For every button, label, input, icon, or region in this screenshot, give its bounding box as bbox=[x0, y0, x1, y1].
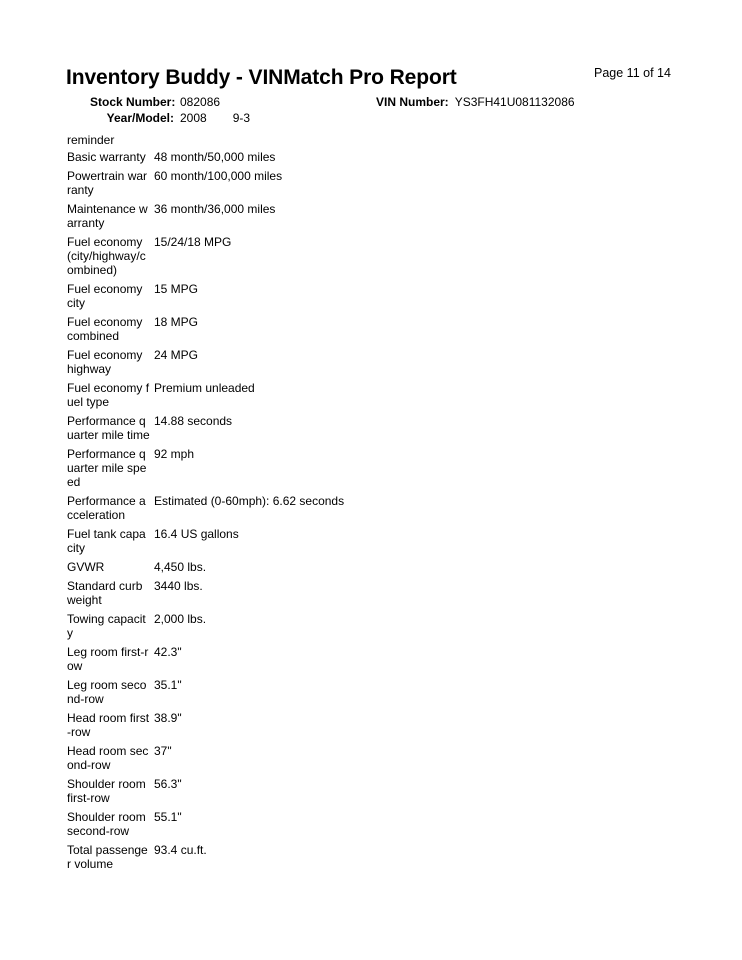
year-model bbox=[90, 111, 250, 125]
stock-number bbox=[90, 95, 220, 109]
spec-row bbox=[67, 579, 344, 607]
section-label: reminder bbox=[67, 133, 115, 147]
spec-row bbox=[67, 348, 344, 376]
spec-value: 36 month/36,000 miles bbox=[154, 202, 276, 216]
spec-name: Fuel tank capacity bbox=[67, 527, 146, 555]
spec-value: 16.4 US gallons bbox=[154, 527, 239, 541]
spec-value: 2,000 lbs. bbox=[154, 612, 207, 626]
spec-value: 60 month/100,000 miles bbox=[154, 169, 283, 183]
spec-name: Head room second-row bbox=[67, 744, 149, 772]
spec-name: Shoulder room second-row bbox=[67, 810, 146, 838]
spec-row bbox=[67, 282, 344, 310]
spec-name: Fuel economy city bbox=[67, 282, 143, 310]
spec-value: 3440 lbs. bbox=[154, 579, 203, 593]
spec-name: Fuel economy combined bbox=[67, 315, 143, 343]
spec-name: Standard curb weight bbox=[67, 579, 143, 607]
spec-row bbox=[67, 169, 344, 197]
spec-value: 18 MPG bbox=[154, 315, 199, 329]
spec-name: Towing capacity bbox=[67, 612, 146, 640]
spec-value: 38.9" bbox=[154, 711, 182, 725]
spec-value: 48 month/50,000 miles bbox=[154, 150, 276, 164]
spec-name: Fuel economy highway bbox=[67, 348, 143, 376]
spec-value: 92 mph bbox=[154, 447, 195, 461]
spec-name: Head room first-row bbox=[67, 711, 150, 739]
spec-row bbox=[67, 447, 344, 489]
spec-row bbox=[67, 711, 344, 739]
year-value: 2008 bbox=[180, 111, 207, 125]
spec-table bbox=[67, 150, 344, 876]
vin-value: YS3FH41U081132086 bbox=[454, 95, 575, 109]
year-model-label: Year/Model: bbox=[106, 111, 174, 125]
spec-name: Leg room second-row bbox=[67, 678, 147, 706]
spec-value: 55.1" bbox=[154, 810, 182, 824]
spec-name: Shoulder room first-row bbox=[67, 777, 146, 805]
spec-name: Maintenance warranty bbox=[67, 202, 148, 230]
spec-row bbox=[67, 810, 344, 838]
spec-value: 4,450 lbs. bbox=[154, 560, 207, 574]
vin-number bbox=[376, 95, 575, 109]
spec-value: 24 MPG bbox=[154, 348, 199, 362]
spec-value: 15/24/18 MPG bbox=[154, 235, 232, 249]
spec-value: 35.1" bbox=[154, 678, 182, 692]
spec-name: Performance quarter mile speed bbox=[67, 447, 147, 489]
stock-number-value: 082086 bbox=[180, 95, 221, 109]
spec-row bbox=[67, 315, 344, 343]
spec-row bbox=[67, 744, 344, 772]
spec-row bbox=[67, 678, 344, 706]
spec-name: Total passenger volume bbox=[67, 843, 148, 871]
stock-number-label: Stock Number: bbox=[90, 95, 176, 109]
spec-name: Fuel economy fuel type bbox=[67, 381, 150, 409]
spec-name: Performance acceleration bbox=[67, 494, 146, 522]
spec-value: 93.4 cu.ft. bbox=[154, 843, 207, 857]
spec-row bbox=[67, 235, 344, 277]
spec-row bbox=[67, 150, 344, 164]
spec-row bbox=[67, 202, 344, 230]
spec-row bbox=[67, 414, 344, 442]
spec-name: Fuel economy (city/highway/combined) bbox=[67, 235, 146, 277]
spec-row bbox=[67, 612, 344, 640]
spec-value: Estimated (0-60mph): 6.62 seconds bbox=[154, 494, 345, 508]
spec-row bbox=[67, 645, 344, 673]
spec-row bbox=[67, 560, 344, 574]
spec-row bbox=[67, 494, 344, 522]
spec-value: 56.3" bbox=[154, 777, 182, 791]
vin-label: VIN Number: bbox=[376, 95, 449, 109]
page-indicator: Page 11 of 14 bbox=[594, 66, 671, 80]
spec-row bbox=[67, 843, 344, 871]
spec-value: 42.3" bbox=[154, 645, 182, 659]
spec-name: Performance quarter mile time bbox=[67, 414, 150, 442]
spec-name: Powertrain warranty bbox=[67, 169, 148, 197]
spec-row bbox=[67, 777, 344, 805]
spec-value: 15 MPG bbox=[154, 282, 199, 296]
spec-name: Leg room first-row bbox=[67, 645, 149, 673]
report-title: Inventory Buddy - VINMatch Pro Report bbox=[66, 66, 457, 89]
spec-row bbox=[67, 381, 344, 409]
spec-name: GVWR bbox=[67, 560, 105, 574]
spec-value: 14.88 seconds bbox=[154, 414, 233, 428]
spec-name: Basic warranty bbox=[67, 150, 146, 164]
spec-value: 37" bbox=[154, 744, 172, 758]
spec-value: Premium unleaded bbox=[154, 381, 255, 395]
model-value: 9-3 bbox=[232, 111, 251, 125]
spec-row bbox=[67, 527, 344, 555]
